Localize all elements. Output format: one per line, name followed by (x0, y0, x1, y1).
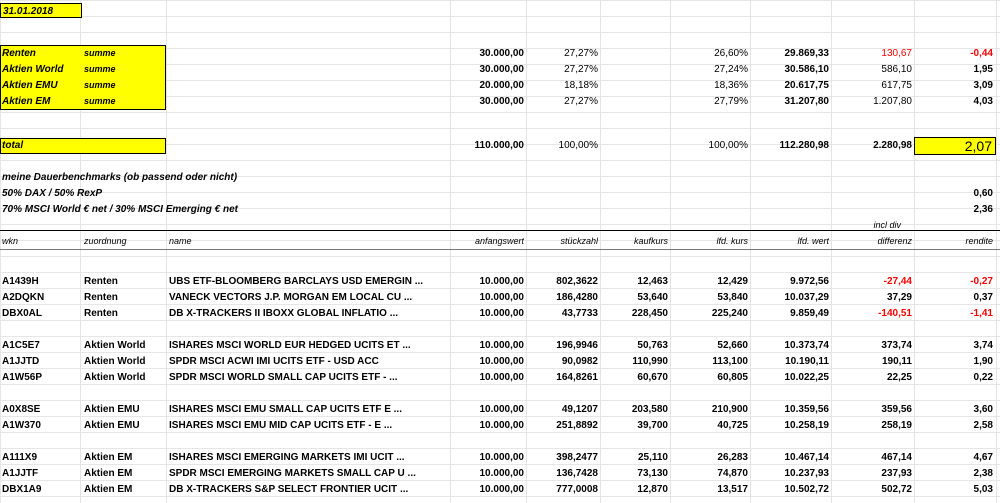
row-lfd-kurs[interactable]: 13,517 (717, 484, 748, 495)
summary-pct[interactable]: 27,27% (564, 48, 598, 59)
summary-amount[interactable]: 20.000,00 (479, 80, 524, 91)
row-rendite[interactable]: 1,90 (973, 356, 993, 367)
benchmark-value[interactable]: 0,60 (973, 188, 993, 199)
row-rendite[interactable]: 3,74 (973, 340, 993, 351)
summary-name[interactable]: Aktien EMU (2, 80, 58, 91)
header-anfangswert[interactable]: anfangswert (474, 236, 524, 246)
row-name[interactable]: UBS ETF-BLOOMBERG BARCLAYS USD EMERGIN ... (169, 276, 424, 287)
row-rendite[interactable]: 2,38 (973, 468, 993, 479)
row-lfd-kurs[interactable]: 26,283 (717, 452, 748, 463)
grid-line (996, 0, 997, 503)
summary-perf[interactable]: 3,09 (973, 80, 993, 91)
row-stueckzahl[interactable]: 196,9946 (556, 340, 598, 351)
row-differenz[interactable]: 190,11 (881, 356, 912, 367)
summary-value[interactable]: 29.869,33 (784, 48, 829, 59)
row-stueckzahl[interactable]: 43,7733 (561, 308, 598, 319)
row-lfd-wert[interactable]: 10.258,19 (784, 420, 829, 431)
grid-line (166, 0, 167, 503)
row-lfd-kurs[interactable]: 113,100 (712, 356, 748, 367)
header-zuordnung[interactable]: zuordnung (84, 236, 127, 246)
row-kaufkurs[interactable]: 110,990 (632, 356, 668, 367)
row-wkn[interactable]: A2DQKN (2, 292, 45, 303)
row-lfd-kurs[interactable]: 60,805 (717, 372, 748, 383)
row-lfd-wert[interactable]: 9.859,49 (790, 308, 829, 319)
row-differenz[interactable]: 258,19 (881, 420, 912, 431)
summary-value[interactable]: 20.617,75 (784, 80, 829, 91)
summary-pct[interactable]: 27,27% (564, 64, 598, 75)
row-zuordnung[interactable]: Aktien EM (84, 468, 133, 479)
summary-diff[interactable]: 586,10 (881, 64, 912, 75)
summary-name[interactable]: Aktien World (2, 64, 64, 75)
row-anfangswert[interactable]: 10.000,00 (479, 276, 524, 287)
row-anfangswert[interactable]: 10.000,00 (479, 452, 524, 463)
row-stueckzahl[interactable]: 90,0982 (561, 356, 598, 367)
row-kaufkurs[interactable]: 53,640 (637, 292, 668, 303)
row-rendite[interactable]: 3,60 (973, 404, 993, 415)
row-zuordnung[interactable]: Aktien EM (84, 484, 133, 495)
row-differenz[interactable]: 467,14 (881, 452, 912, 463)
row-lfd-wert[interactable]: 10.467,14 (784, 452, 829, 463)
row-stueckzahl[interactable]: 777,0008 (556, 484, 598, 495)
header-rendite[interactable]: rendite (965, 236, 993, 246)
summary-diff[interactable]: 130,67 (881, 48, 912, 59)
row-zuordnung[interactable]: Renten (84, 292, 118, 303)
total-perf[interactable]: 2,07 (914, 137, 996, 155)
summary-value[interactable]: 30.586,10 (784, 64, 829, 75)
incl-div-note[interactable]: incl div (873, 220, 901, 230)
header-wkn[interactable]: wkn (2, 236, 19, 246)
row-lfd-wert[interactable]: 10.022,25 (784, 372, 829, 383)
summary-pct2[interactable]: 26,60% (714, 48, 748, 59)
total-value[interactable]: 112.280,98 (779, 140, 829, 151)
summary-pct2[interactable]: 27,24% (714, 64, 748, 75)
row-kaufkurs[interactable]: 203,580 (631, 404, 668, 415)
row-kaufkurs[interactable]: 25,110 (637, 452, 668, 463)
row-kaufkurs[interactable]: 73,130 (637, 468, 668, 479)
row-stueckzahl[interactable]: 251,8892 (556, 420, 598, 431)
row-stueckzahl[interactable]: 136,7428 (556, 468, 598, 479)
row-anfangswert[interactable]: 10.000,00 (479, 468, 524, 479)
header-separator (0, 230, 1000, 231)
row-lfd-wert[interactable]: 10.037,29 (784, 292, 829, 303)
row-anfangswert[interactable]: 10.000,00 (479, 308, 524, 319)
row-differenz[interactable]: 502,72 (881, 484, 912, 495)
row-kaufkurs[interactable]: 12,463 (637, 276, 668, 287)
row-name[interactable]: SPDR MSCI ACWI IMI UCITS ETF - USD ACC (169, 356, 379, 367)
row-stueckzahl[interactable]: 802,3622 (556, 276, 598, 287)
row-kaufkurs[interactable]: 39,700 (637, 420, 668, 431)
row-name[interactable]: VANECK VECTORS J.P. MORGAN EM LOCAL CU ... (169, 292, 413, 303)
total-label[interactable]: total (2, 140, 24, 151)
row-differenz[interactable]: -27,44 (883, 276, 912, 287)
row-lfd-kurs[interactable]: 225,240 (711, 308, 748, 319)
row-lfd-kurs[interactable]: 40,725 (717, 420, 748, 431)
row-zuordnung[interactable]: Aktien EMU (84, 420, 140, 431)
row-lfd-wert[interactable]: 9.972,56 (790, 276, 829, 287)
row-wkn[interactable]: A1C5E7 (2, 340, 40, 351)
total-pct[interactable]: 100,00% (558, 140, 598, 151)
row-wkn[interactable]: A1JJTF (2, 468, 39, 479)
summary-label[interactable]: summe (84, 96, 116, 106)
row-name[interactable]: ISHARES MSCI EMU MID CAP UCITS ETF - E ... (169, 420, 393, 431)
row-wkn[interactable]: DBX0AL (2, 308, 43, 319)
row-anfangswert[interactable]: 10.000,00 (479, 356, 524, 367)
row-wkn[interactable]: A1W370 (2, 420, 41, 431)
total-pct2[interactable]: 100,00% (708, 140, 748, 151)
summary-diff[interactable]: 617,75 (881, 80, 912, 91)
row-lfd-wert[interactable]: 10.502,72 (784, 484, 829, 495)
summary-perf[interactable]: 4,03 (973, 96, 993, 107)
header-underline (0, 249, 1000, 250)
summary-name[interactable]: Renten (2, 48, 36, 59)
benchmark-value[interactable]: 2,36 (973, 204, 993, 215)
row-wkn[interactable]: A111X9 (2, 452, 38, 463)
row-anfangswert[interactable]: 10.000,00 (479, 484, 524, 495)
row-zuordnung[interactable]: Aktien World (84, 356, 146, 367)
benchmarks-title[interactable]: meine Dauerbenchmarks (ob passend oder nicht) (2, 172, 238, 183)
benchmark-name[interactable]: 50% DAX / 50% RexP (2, 188, 103, 199)
row-stueckzahl[interactable]: 186,4280 (556, 292, 598, 303)
summary-name[interactable]: Aktien EM (2, 96, 51, 107)
row-rendite[interactable]: -0,27 (970, 276, 993, 287)
row-lfd-wert[interactable]: 10.359,56 (784, 404, 829, 415)
row-stueckzahl[interactable]: 164,8261 (556, 372, 598, 383)
row-lfd-kurs[interactable]: 12,429 (717, 276, 748, 287)
row-anfangswert[interactable]: 10.000,00 (479, 404, 524, 415)
row-lfd-kurs[interactable]: 53,840 (717, 292, 748, 303)
summary-value[interactable]: 31.207,80 (784, 96, 829, 107)
row-anfangswert[interactable]: 10.000,00 (479, 420, 524, 431)
row-lfd-kurs[interactable]: 74,870 (717, 468, 748, 479)
summary-diff[interactable]: 1.207,80 (873, 96, 912, 107)
row-name[interactable]: ISHARES MSCI EMERGING MARKETS IMI UCIT ... (169, 452, 405, 463)
row-name[interactable]: DB X-TRACKERS S&P SELECT FRONTIER UCIT ... (169, 484, 409, 495)
row-anfangswert[interactable]: 10.000,00 (479, 340, 524, 351)
row-name[interactable]: ISHARES MSCI WORLD EUR HEDGED UCITS ET ... (169, 340, 411, 351)
header-kaufkurs[interactable]: kaufkurs (633, 236, 668, 246)
header-stueckzahl[interactable]: stückzahl (560, 236, 598, 246)
row-zuordnung[interactable]: Renten (84, 308, 118, 319)
row-stueckzahl[interactable]: 49,1207 (561, 404, 598, 415)
row-name[interactable]: SPDR MSCI EMERGING MARKETS SMALL CAP U ... (169, 468, 416, 479)
summary-pct2[interactable]: 18,36% (714, 80, 748, 91)
total-diff[interactable]: 2.280,98 (873, 140, 912, 151)
row-rendite[interactable]: -1,41 (970, 308, 993, 319)
header-differenz[interactable]: differenz (877, 236, 912, 246)
summary-label[interactable]: summe (84, 80, 116, 90)
row-lfd-wert[interactable]: 10.373,74 (784, 340, 829, 351)
row-kaufkurs[interactable]: 50,763 (637, 340, 668, 351)
row-rendite[interactable]: 4,67 (973, 452, 993, 463)
row-rendite[interactable]: 0,37 (973, 292, 993, 303)
summary-pct[interactable]: 27,27% (564, 96, 598, 107)
summary-perf[interactable]: 1,95 (973, 64, 993, 75)
row-lfd-kurs[interactable]: 52,660 (717, 340, 748, 351)
row-zuordnung[interactable]: Renten (84, 276, 118, 287)
date-cell[interactable]: 31.01.2018 (0, 3, 82, 18)
row-differenz[interactable]: -140,51 (878, 308, 912, 319)
row-wkn[interactable]: A0X8SE (2, 404, 41, 415)
row-zuordnung[interactable]: Aktien EMU (84, 404, 140, 415)
row-wkn[interactable]: DBX1A9 (2, 484, 42, 495)
header-lfd-wert[interactable]: lfd. wert (797, 236, 829, 246)
row-rendite[interactable]: 5,03 (973, 484, 993, 495)
row-differenz[interactable]: 22,25 (886, 372, 912, 383)
row-zuordnung[interactable]: Aktien World (84, 340, 146, 351)
row-differenz[interactable]: 37,29 (886, 292, 912, 303)
summary-amount[interactable]: 30.000,00 (479, 48, 524, 59)
row-rendite[interactable]: 0,22 (973, 372, 993, 383)
summary-label[interactable]: summe (84, 64, 116, 74)
row-differenz[interactable]: 237,93 (881, 468, 912, 479)
row-lfd-wert[interactable]: 10.190,11 (785, 356, 829, 367)
row-name[interactable]: ISHARES MSCI EMU SMALL CAP UCITS ETF E ... (169, 404, 402, 415)
row-name[interactable]: SPDR MSCI WORLD SMALL CAP UCITS ETF - ... (169, 372, 398, 383)
row-differenz[interactable]: 373,74 (881, 340, 912, 351)
summary-amount[interactable]: 30.000,00 (479, 96, 524, 107)
row-rendite[interactable]: 2,58 (973, 420, 993, 431)
summary-pct2[interactable]: 27,79% (714, 96, 748, 107)
benchmark-name[interactable]: 70% MSCI World € net / 30% MSCI Emerging € net (2, 204, 238, 215)
row-differenz[interactable]: 359,56 (881, 404, 912, 415)
summary-label[interactable]: summe (84, 48, 116, 58)
row-wkn[interactable]: A1W56P (2, 372, 43, 383)
row-wkn[interactable]: A1JJTD (2, 356, 40, 367)
row-name[interactable]: DB X-TRACKERS II IBOXX GLOBAL INFLATIO ... (169, 308, 399, 319)
row-stueckzahl[interactable]: 398,2477 (556, 452, 598, 463)
header-name[interactable]: name (169, 236, 192, 246)
row-lfd-kurs[interactable]: 210,900 (711, 404, 748, 415)
summary-perf[interactable]: -0,44 (970, 48, 993, 59)
row-zuordnung[interactable]: Aktien World (84, 372, 146, 383)
row-wkn[interactable]: A1439H (2, 276, 39, 287)
row-kaufkurs[interactable]: 228,450 (631, 308, 668, 319)
header-lfd-kurs[interactable]: lfd. kurs (716, 236, 748, 246)
row-anfangswert[interactable]: 10.000,00 (479, 292, 524, 303)
total-amount[interactable]: 110.000,00 (474, 140, 524, 151)
row-kaufkurs[interactable]: 12,870 (637, 484, 668, 495)
summary-amount[interactable]: 30.000,00 (479, 64, 524, 75)
summary-pct[interactable]: 18,18% (564, 80, 598, 91)
row-kaufkurs[interactable]: 60,670 (637, 372, 668, 383)
row-anfangswert[interactable]: 10.000,00 (479, 372, 524, 383)
row-zuordnung[interactable]: Aktien EM (84, 452, 133, 463)
row-lfd-wert[interactable]: 10.237,93 (784, 468, 829, 479)
